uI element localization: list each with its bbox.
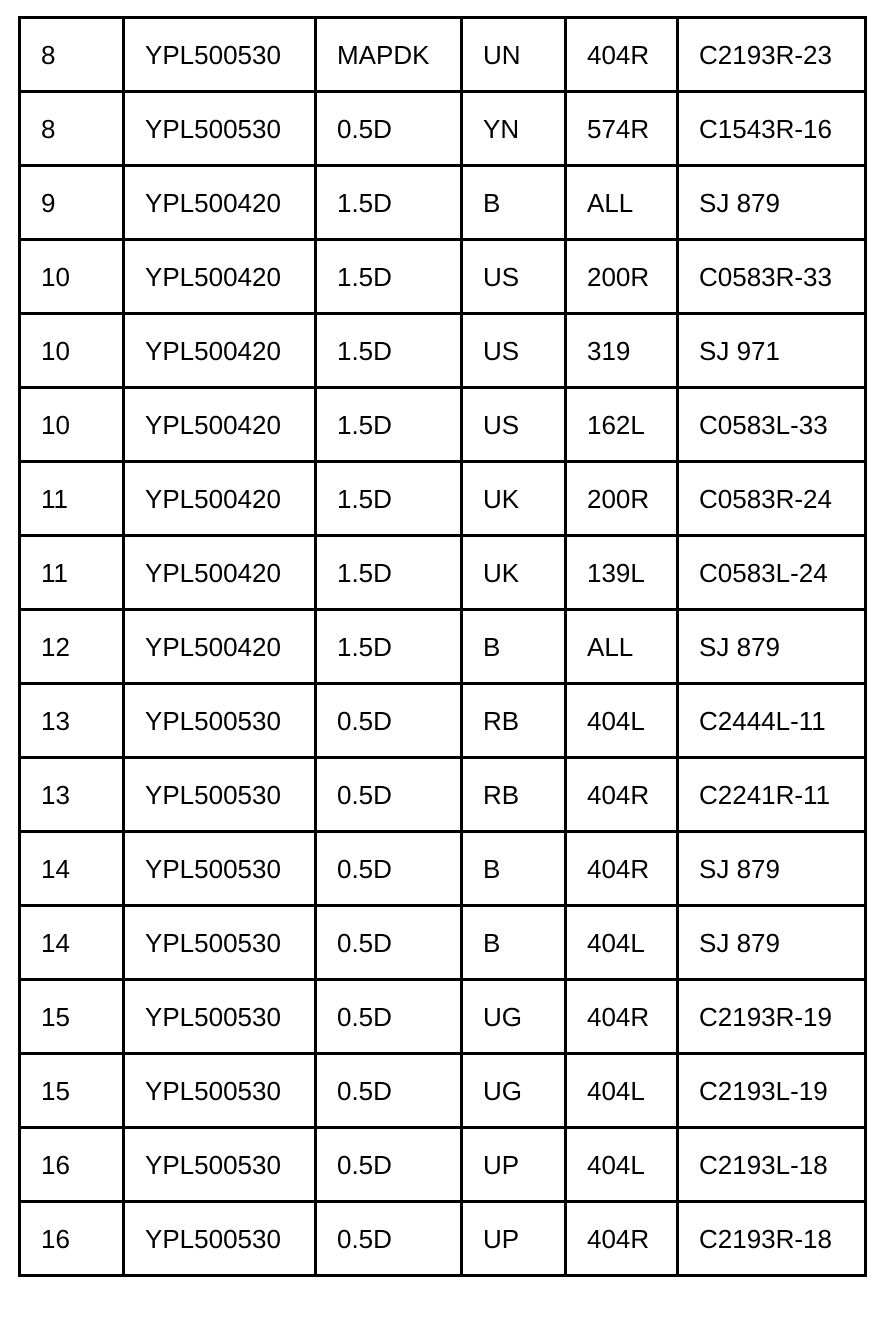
size-cell: 404L <box>566 684 678 758</box>
table-row <box>20 1202 866 1276</box>
spec-cell: 1.5D <box>316 536 462 610</box>
table-row <box>20 684 866 758</box>
spec-cell: 1.5D <box>316 166 462 240</box>
reference-cell: C0583R-24 <box>678 462 866 536</box>
item-number-cell: 15 <box>20 980 124 1054</box>
spec-cell: 0.5D <box>316 1202 462 1276</box>
table-row <box>20 92 866 166</box>
part-number-cell: YPL500530 <box>124 1128 316 1202</box>
part-number-cell: YPL500530 <box>124 980 316 1054</box>
code-cell: YN <box>462 92 566 166</box>
code-cell: US <box>462 240 566 314</box>
parts-table <box>18 16 867 1277</box>
reference-cell: C2193R-18 <box>678 1202 866 1276</box>
part-number-cell: YPL500530 <box>124 18 316 92</box>
table-row <box>20 388 866 462</box>
reference-cell: C0583L-33 <box>678 388 866 462</box>
code-cell: UG <box>462 1054 566 1128</box>
spec-cell: 1.5D <box>316 314 462 388</box>
reference-cell: C1543R-16 <box>678 92 866 166</box>
reference-cell: SJ 879 <box>678 906 866 980</box>
spec-cell: 1.5D <box>316 462 462 536</box>
reference-cell: C2193R-23 <box>678 18 866 92</box>
table-body <box>20 18 866 1276</box>
part-number-cell: YPL500530 <box>124 684 316 758</box>
code-cell: UP <box>462 1128 566 1202</box>
table-row <box>20 166 866 240</box>
code-cell: RB <box>462 758 566 832</box>
table-row <box>20 906 866 980</box>
table-row <box>20 980 866 1054</box>
spec-cell: 0.5D <box>316 906 462 980</box>
code-cell: UK <box>462 536 566 610</box>
item-number-cell: 16 <box>20 1202 124 1276</box>
part-number-cell: YPL500420 <box>124 240 316 314</box>
table-row <box>20 758 866 832</box>
table-row <box>20 314 866 388</box>
size-cell: ALL <box>566 610 678 684</box>
code-cell: B <box>462 832 566 906</box>
reference-cell: SJ 879 <box>678 166 866 240</box>
part-number-cell: YPL500420 <box>124 610 316 684</box>
size-cell: 139L <box>566 536 678 610</box>
item-number-cell: 15 <box>20 1054 124 1128</box>
size-cell: 574R <box>566 92 678 166</box>
part-number-cell: YPL500530 <box>124 92 316 166</box>
item-number-cell: 8 <box>20 92 124 166</box>
reference-cell: C2241R-11 <box>678 758 866 832</box>
reference-cell: C2193R-19 <box>678 980 866 1054</box>
part-number-cell: YPL500420 <box>124 166 316 240</box>
part-number-cell: YPL500530 <box>124 758 316 832</box>
code-cell: UP <box>462 1202 566 1276</box>
size-cell: 404L <box>566 1128 678 1202</box>
item-number-cell: 10 <box>20 388 124 462</box>
size-cell: 404R <box>566 832 678 906</box>
part-number-cell: YPL500530 <box>124 1054 316 1128</box>
size-cell: 404R <box>566 758 678 832</box>
spec-cell: 0.5D <box>316 832 462 906</box>
item-number-cell: 8 <box>20 18 124 92</box>
table-row <box>20 1054 866 1128</box>
size-cell: 404L <box>566 1054 678 1128</box>
code-cell: B <box>462 906 566 980</box>
size-cell: 404R <box>566 18 678 92</box>
code-cell: B <box>462 610 566 684</box>
table-row <box>20 536 866 610</box>
reference-cell: C2193L-19 <box>678 1054 866 1128</box>
size-cell: 200R <box>566 462 678 536</box>
reference-cell: C0583R-33 <box>678 240 866 314</box>
table-row <box>20 462 866 536</box>
part-number-cell: YPL500420 <box>124 462 316 536</box>
part-number-cell: YPL500530 <box>124 1202 316 1276</box>
part-number-cell: YPL500530 <box>124 832 316 906</box>
table-row <box>20 1128 866 1202</box>
spec-cell: 1.5D <box>316 388 462 462</box>
code-cell: UN <box>462 18 566 92</box>
size-cell: 319 <box>566 314 678 388</box>
size-cell: 404R <box>566 1202 678 1276</box>
code-cell: US <box>462 314 566 388</box>
reference-cell: SJ 879 <box>678 832 866 906</box>
reference-cell: C2193L-18 <box>678 1128 866 1202</box>
item-number-cell: 16 <box>20 1128 124 1202</box>
item-number-cell: 13 <box>20 684 124 758</box>
item-number-cell: 11 <box>20 536 124 610</box>
item-number-cell: 14 <box>20 906 124 980</box>
spec-cell: 0.5D <box>316 684 462 758</box>
item-number-cell: 10 <box>20 240 124 314</box>
part-number-cell: YPL500420 <box>124 388 316 462</box>
table-row <box>20 610 866 684</box>
code-cell: UK <box>462 462 566 536</box>
size-cell: 200R <box>566 240 678 314</box>
size-cell: 404L <box>566 906 678 980</box>
spec-cell: 0.5D <box>316 1054 462 1128</box>
reference-cell: SJ 971 <box>678 314 866 388</box>
part-number-cell: YPL500420 <box>124 536 316 610</box>
item-number-cell: 14 <box>20 832 124 906</box>
spec-cell: MAPDK <box>316 18 462 92</box>
code-cell: US <box>462 388 566 462</box>
table-row <box>20 832 866 906</box>
size-cell: ALL <box>566 166 678 240</box>
item-number-cell: 12 <box>20 610 124 684</box>
size-cell: 404R <box>566 980 678 1054</box>
part-number-cell: YPL500530 <box>124 906 316 980</box>
spec-cell: 1.5D <box>316 240 462 314</box>
table-row <box>20 18 866 92</box>
code-cell: UG <box>462 980 566 1054</box>
part-number-cell: YPL500420 <box>124 314 316 388</box>
code-cell: RB <box>462 684 566 758</box>
spec-cell: 1.5D <box>316 610 462 684</box>
item-number-cell: 11 <box>20 462 124 536</box>
item-number-cell: 9 <box>20 166 124 240</box>
item-number-cell: 13 <box>20 758 124 832</box>
reference-cell: C2444L-11 <box>678 684 866 758</box>
spec-cell: 0.5D <box>316 92 462 166</box>
code-cell: B <box>462 166 566 240</box>
reference-cell: SJ 879 <box>678 610 866 684</box>
spec-cell: 0.5D <box>316 980 462 1054</box>
item-number-cell: 10 <box>20 314 124 388</box>
spec-cell: 0.5D <box>316 758 462 832</box>
table-row <box>20 240 866 314</box>
spec-cell: 0.5D <box>316 1128 462 1202</box>
reference-cell: C0583L-24 <box>678 536 866 610</box>
size-cell: 162L <box>566 388 678 462</box>
